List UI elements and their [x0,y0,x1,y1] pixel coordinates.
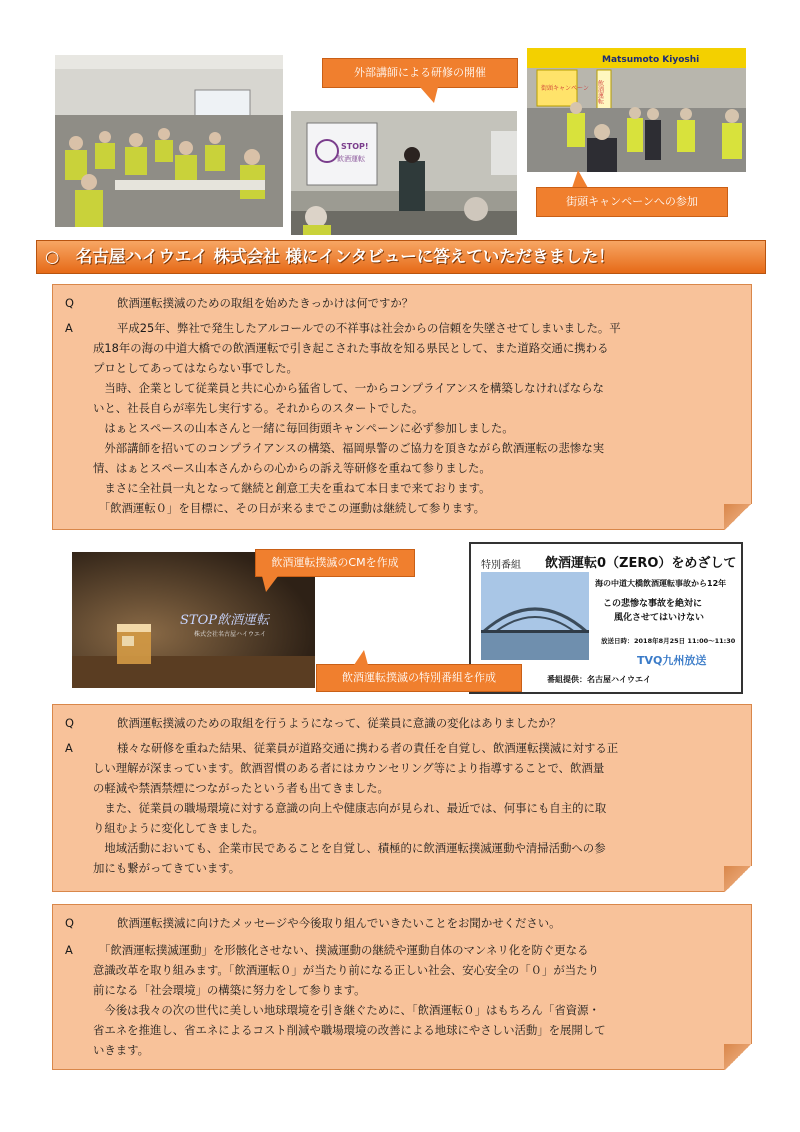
qa2-q-letter: Q [65,716,74,730]
qa-box-3 [52,904,752,1070]
callout-program-tail [354,650,368,665]
qa3-q-letter: Q [65,916,74,930]
qa1-a-letter: A [65,321,73,335]
cm-overlay-title: STOP飲酒運転 [180,613,269,628]
qa2-answer-body [93,758,735,878]
qa1-answer-first: 平成25年、弊社で発生したアルコールでの不祥事は社会からの信頼を失墜させてしまいました。平 [117,321,621,335]
program-date: 2018年8月25日 11:00～11:30 [634,637,736,645]
qa1-answer-line: 当時、企業として従業員と共に心から猛省して、一からコンプライアンスを構築しなければならな [93,381,604,395]
qa-box-1 [52,284,752,530]
qa3-answer-line: 省エネを推進し、省エネによるコスト削減や職場環境の改善による地球にやさしい活動」を展開して [93,1023,606,1037]
callout-training-tail [420,87,438,103]
qa1-answer-line: まさに全社員一丸となって継続と創意工夫を重ねて本日まで来ております。 [93,481,491,495]
qa2-answer-line: 地域活動においても、企業市民であることを自覚し、積極的に飲酒運転撲滅運動や清掃活動への参 [93,841,606,855]
qa3-answer-line: 意識改革を取り組みます。「飲酒運転０」が当たり前になる正しい社会、安心安全の「０」が当たり [93,963,599,977]
qa2-question: 飲酒運転撲滅のための取組を行うようになって、従業員に意識の変化はありましたか？ [117,716,562,730]
store-sign-text: Matsumoto Kiyoshi [602,55,700,65]
training-room-photo [55,55,283,227]
callout-program-text: 飲酒運転撲滅の特別番組を作成 [342,671,496,684]
program-station: TVQ九州放送 [637,654,707,667]
callout-program [316,664,522,692]
callout-cm-tail [262,576,278,592]
qa3-answer-line: 前になる「社会環境」の構築に努力をして参ります。 [93,983,366,997]
qa1-answer-line: 「飲酒運転０」を目標に、その日が来るまでこの運動は継続して参ります。 [93,501,486,515]
lecture-screen-text-1: STOP! [341,142,369,151]
interview-header-title: ○ 名古屋ハイウエイ 株式会社 様にインタビューに答えていただきました！ [45,247,615,266]
program-title: 飲酒運転0（ZERO）をめざして [545,556,737,571]
program-msg-1: この悲惨な事故を絶対に [603,599,703,609]
callout-training [322,58,518,88]
qa1-answer-line: はぁとスペースの山本さんと一緒に毎回街頭キャンペーンに必ず参加しました。 [93,421,514,435]
qa3-answer-line: 今後は我々の次の世代に美しい地球環境を引き継ぐために、「飲酒運転０」はもちろん「省資源・ [93,1003,600,1017]
qa3-answer-line: いきます。 [93,1043,150,1057]
callout-street [536,187,728,217]
qa1-answer-line: 情、はぁとスペース山本さんからの心からの訴え等研修を重ねて参りました。 [93,461,491,475]
bridge-photo [481,572,589,660]
callout-training-text: 外部講師による研修の開催 [354,66,486,79]
qa2-answer-first: 様々な研修を重ねた結果、従業員が道路交通に携わる者の責任を自覚し、飲酒運転撲滅に対する正 [117,741,619,755]
qa2-answer-line: 加にも繋がってきています。 [93,861,241,875]
qa3-answer-body [93,960,735,1060]
program-label: 特別番組 [481,560,521,571]
campaign-banner-text-1: 飲酒運転 [596,80,604,104]
program-sponsor: 番組提供：名古屋ハイウエイ [547,675,651,684]
qa2-answer-line: の軽減や禁酒禁煙につながったという者も出てきました。 [93,781,389,795]
qa1-question: 飲酒運転撲滅のための取組を始めたきっかけは何ですか？ [117,296,414,310]
street-campaign-photo [527,48,746,172]
lecture-photo [291,111,517,235]
qa1-answer-line: いと、社長自らが率先し実行する。それからのスタートでした。 [93,401,424,415]
program-date-label: 放送日時： [601,637,634,645]
qa-box-2 [52,704,752,892]
callout-cm [255,549,415,577]
callout-cm-text: 飲酒運転撲滅のCMを作成 [271,556,399,569]
interview-header [36,240,766,274]
qa1-answer-body [93,338,735,518]
qa3-a-letter: A [65,943,73,957]
qa1-answer-line: プロとしてあってはならない事でした。 [93,361,298,375]
qa1-answer-line: 外部講師を招いてのコンプライアンスの構築、福岡県警のご協力を頂きながら飲酒運転の悲惨な実 [93,441,605,455]
qa2-a-letter: A [65,741,73,755]
page-curl-decoration [724,866,752,892]
qa2-answer-line: しい理解が深まっています。飲酒習慣のある者にはカウンセリング等により指導することで、飲酒量 [93,761,605,775]
qa3-question: 飲酒運転撲滅に向けたメッセージや今後取り組んでいきたいことをお聞かせください。 [117,916,561,930]
qa1-answer-line: 成18年の海の中道大橋での飲酒運転で引き起こされた事故を知る県民として、また道路交通に携わる [93,341,609,355]
page-curl-decoration [724,1044,752,1070]
qa2-answer-line: り組むように変化してきました。 [93,821,264,835]
program-sub: 海の中道大橋飲酒運転事故から12年 [595,579,727,588]
page-curl-decoration [724,504,752,530]
program-msg-2: 風化させてはいけない [614,613,705,623]
callout-street-text: 街頭キャンペーンへの参加 [566,195,698,208]
qa3-answer-first: 「飲酒運転撲滅運動」を形骸化させない、撲滅運動の継続や運動自体のマンネリ化を防ぐ更なる [99,943,589,957]
qa2-answer-line: また、従業員の職場環境に対する意識の向上や健康志向が見られ、最近では、何事にも自主的に取 [93,801,607,815]
campaign-banner-text-2: 街頭キャンペーン [541,85,589,92]
lecture-screen-text-2: 飲酒運転 [337,155,365,163]
callout-street-tail [572,170,588,188]
cm-overlay-sub: 株式会社名古屋ハイウエイ [194,631,267,638]
qa1-q-letter: Q [65,296,74,310]
